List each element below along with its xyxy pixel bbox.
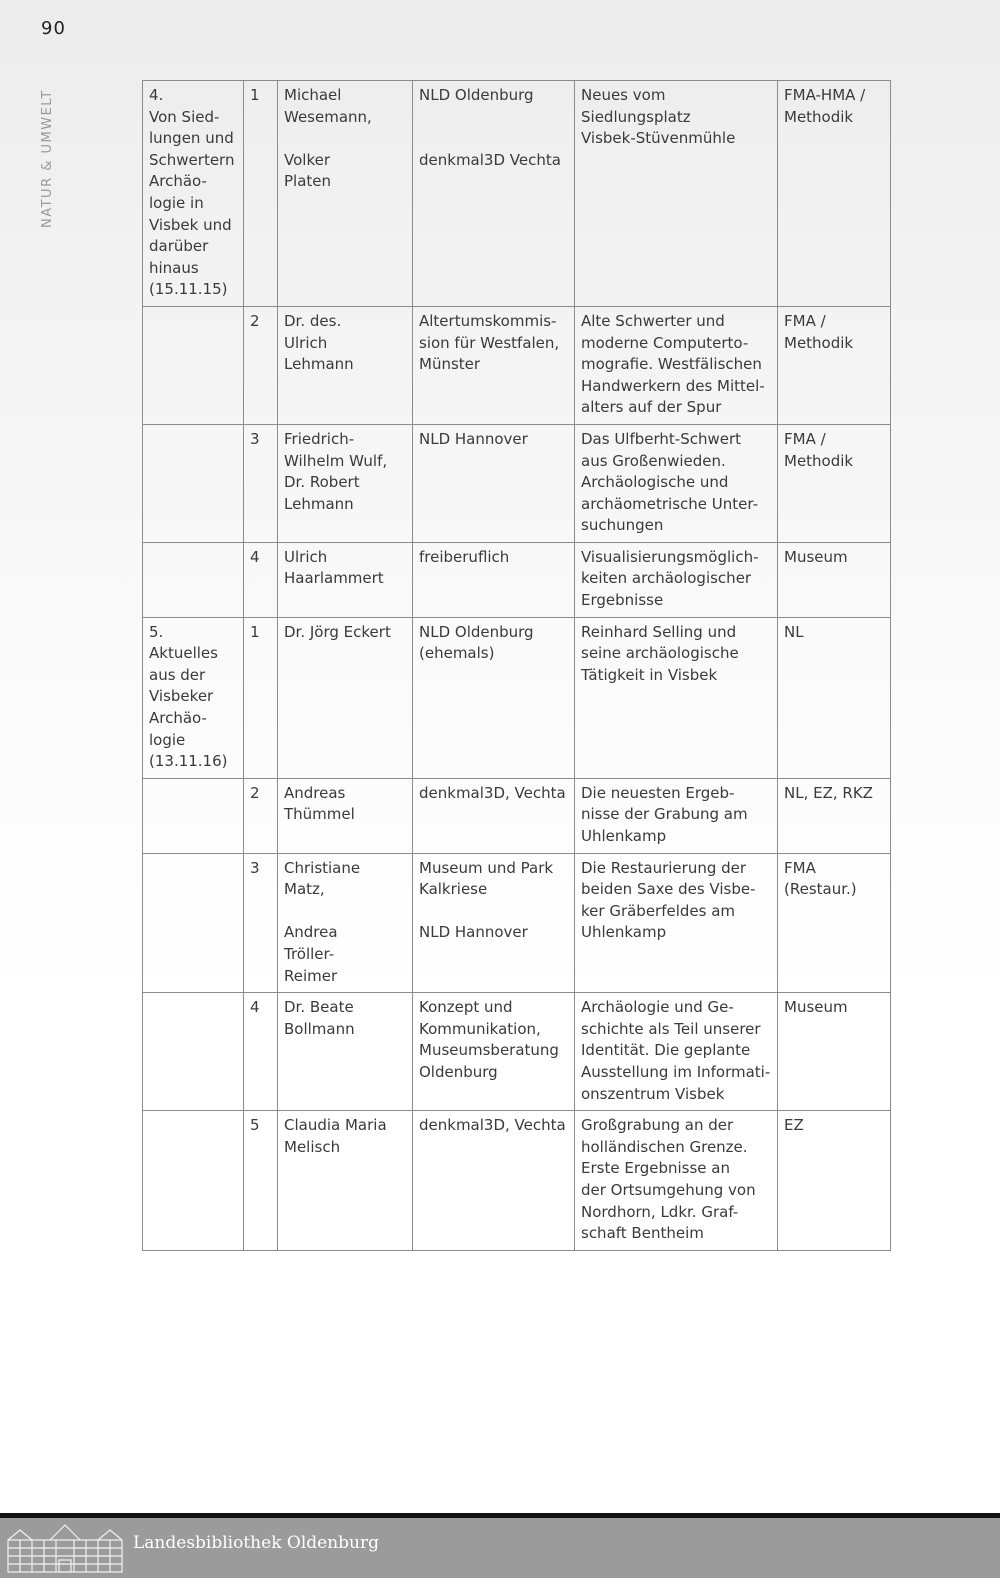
speaker-cell: Ulrich Haarlammert (278, 542, 413, 617)
talk-number-cell: 4 (244, 542, 278, 617)
session-cell (143, 424, 244, 542)
session-cell (143, 778, 244, 853)
speaker-cell: Claudia Maria Melisch (278, 1111, 413, 1251)
table-row (143, 306, 891, 424)
institution-cell: Konzept und Kommunikation, Museumsberatung Oldenburg (413, 993, 575, 1111)
category-cell: Museum (778, 542, 891, 617)
topic-cell: Alte Schwerter und moderne Computerto- mografie. Westfälischen Handwerkern des Mittel- alters auf der Spur (575, 306, 778, 424)
topic-cell: Reinhard Selling und seine archäologische Tätigkeit in Visbek (575, 617, 778, 778)
session-cell (143, 542, 244, 617)
speaker-cell: Dr. Jörg Eckert (278, 617, 413, 778)
institution-cell: Museum und Park Kalkriese NLD Hannover (413, 853, 575, 993)
category-cell: FMA (Restaur.) (778, 853, 891, 993)
session-cell (143, 306, 244, 424)
speaker-cell: Dr. des. Ulrich Lehmann (278, 306, 413, 424)
speaker-cell: Michael Wesemann, Volker Platen (278, 81, 413, 307)
speaker-cell: Friedrich- Wilhelm Wulf, Dr. Robert Lehmann (278, 424, 413, 542)
talk-number-cell: 4 (244, 993, 278, 1111)
session-cell (143, 1111, 244, 1251)
institution-cell: Altertumskommis- sion für Westfalen, Münster (413, 306, 575, 424)
talk-number-cell: 1 (244, 81, 278, 307)
table-row (143, 993, 891, 1111)
topic-cell: Das Ulfberht-Schwert aus Großenwieden. Archäologische und archäometrische Unter- suchungen (575, 424, 778, 542)
institution-cell: freiberuflich (413, 542, 575, 617)
session-cell: 5. Aktuelles aus der Visbeker Archäo- logie (13.11.16) (143, 617, 244, 778)
topic-cell: Neues vom Siedlungsplatz Visbek-Stüvenmühle (575, 81, 778, 307)
institution-cell: NLD Hannover (413, 424, 575, 542)
library-building-icon (6, 1522, 124, 1574)
section-label: NATUR & UMWELT (40, 89, 55, 228)
topic-cell: Visualisierungsmöglich- keiten archäologischer Ergebnisse (575, 542, 778, 617)
institution-cell: NLD Oldenburg (ehemals) (413, 617, 575, 778)
topic-cell: Die Restaurierung der beiden Saxe des Visbe- ker Gräberfeldes am Uhlenkamp (575, 853, 778, 993)
category-cell: FMA / Methodik (778, 424, 891, 542)
talk-number-cell: 1 (244, 617, 278, 778)
table-row (143, 853, 891, 993)
library-name: Landesbibliothek Oldenburg (133, 1533, 380, 1553)
talk-number-cell: 2 (244, 778, 278, 853)
institution-cell: denkmal3D, Vechta (413, 1111, 575, 1251)
category-cell: NL (778, 617, 891, 778)
talk-number-cell: 3 (244, 424, 278, 542)
category-cell: NL, EZ, RKZ (778, 778, 891, 853)
talk-number-cell: 3 (244, 853, 278, 993)
table-body (143, 81, 891, 1251)
topic-cell: Die neuesten Ergeb- nisse der Grabung am Uhlenkamp (575, 778, 778, 853)
speaker-cell: Christiane Matz, Andrea Tröller- Reimer (278, 853, 413, 993)
session-cell: 4. Von Sied- lungen und Schwertern Archäo- logie in Visbek und darüber hinaus (15.11.15) (143, 81, 244, 307)
talk-number-cell: 5 (244, 1111, 278, 1251)
speaker-cell: Dr. Beate Bollmann (278, 993, 413, 1111)
table-row (143, 424, 891, 542)
table-row (143, 542, 891, 617)
institution-cell: denkmal3D, Vechta (413, 778, 575, 853)
speaker-cell: Andreas Thümmel (278, 778, 413, 853)
institution-cell: NLD Oldenburg denkmal3D Vechta (413, 81, 575, 307)
topic-cell: Archäologie und Ge- schichte als Teil unserer Identität. Die geplante Ausstellung im Informati- onszentrum Visbek (575, 993, 778, 1111)
category-cell: EZ (778, 1111, 891, 1251)
session-cell (143, 993, 244, 1111)
page-number: 90 (41, 18, 66, 39)
table-row (143, 1111, 891, 1251)
talk-number-cell: 2 (244, 306, 278, 424)
category-cell: Museum (778, 993, 891, 1111)
topic-cell: Großgrabung an der holländischen Grenze. Erste Ergebnisse an der Ortsumgehung von Nordhorn, Ldkr. Graf- schaft Bentheim (575, 1111, 778, 1251)
session-cell (143, 853, 244, 993)
table-row (143, 617, 891, 778)
category-cell: FMA / Methodik (778, 306, 891, 424)
category-cell: FMA-HMA / Methodik (778, 81, 891, 307)
lecture-program-table (142, 80, 891, 1251)
table-row (143, 81, 891, 307)
table-row (143, 778, 891, 853)
